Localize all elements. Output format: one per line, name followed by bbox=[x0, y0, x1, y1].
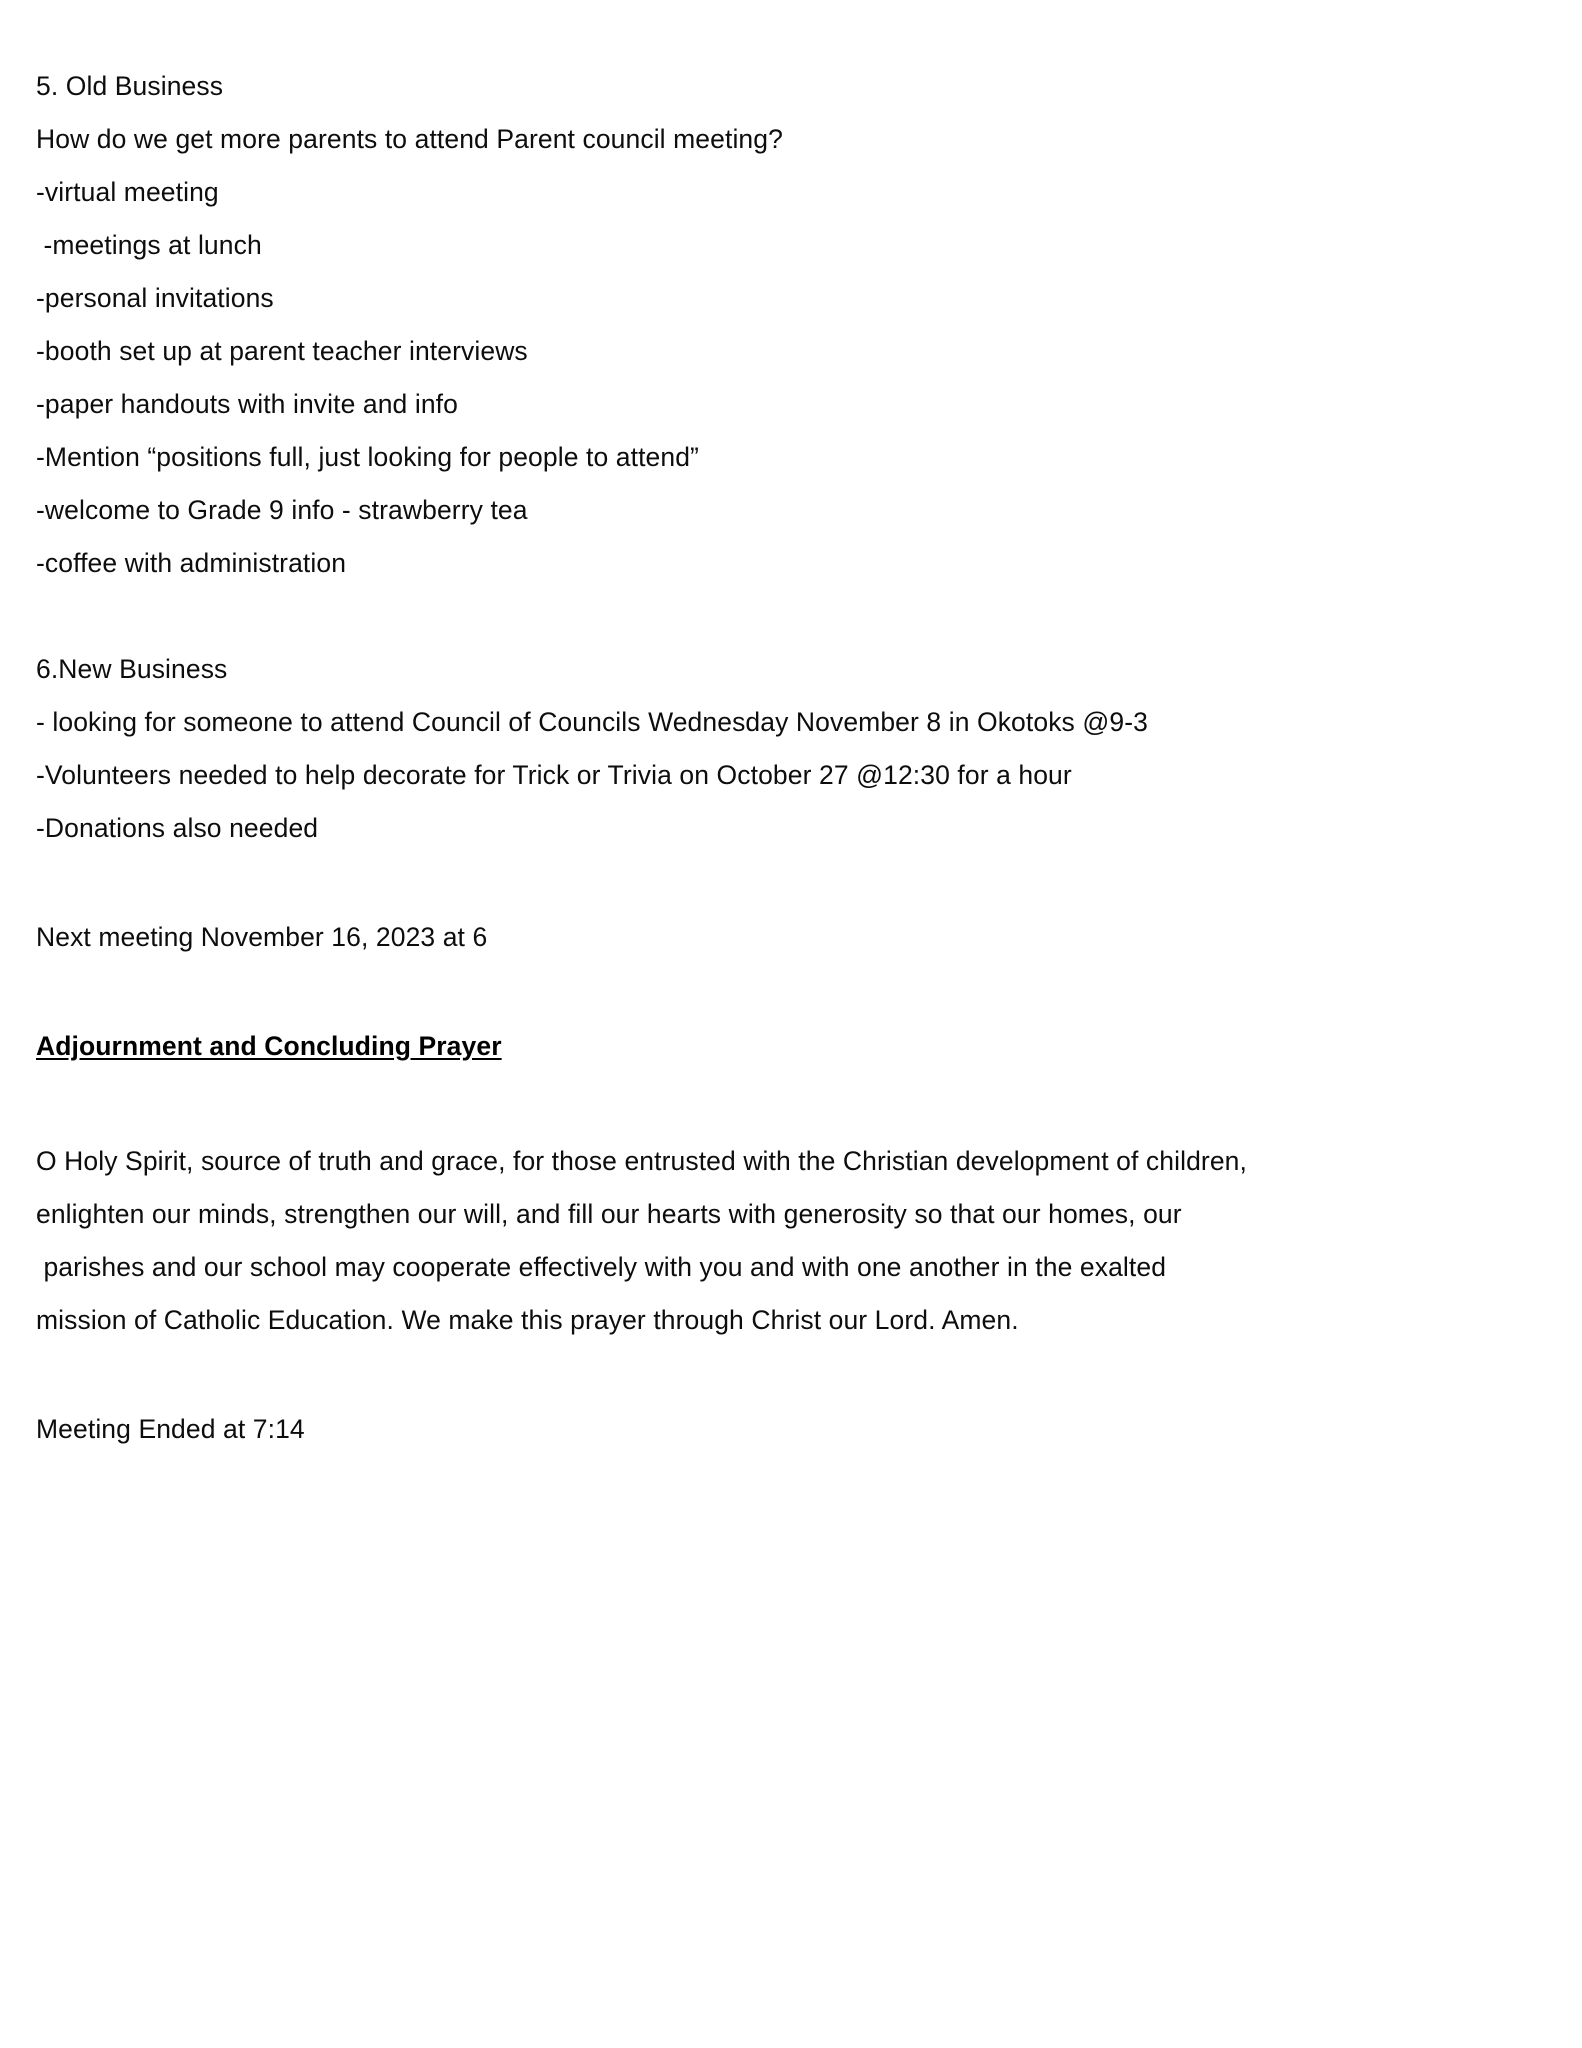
old-business-item-meetings-at-lunch: -meetings at lunch bbox=[36, 230, 262, 260]
old-business-item-coffee-with-administration: -coffee with administration bbox=[36, 548, 347, 578]
spacer-before-meeting-ended bbox=[36, 1347, 1456, 1403]
old-business-section bbox=[36, 60, 1456, 590]
new-business-item-council-of-councils: - looking for someone to attend Council of Councils Wednesday November 8 in Okotoks @9-3 bbox=[36, 707, 1148, 737]
old-business-question: How do we get more parents to attend Parent council meeting? bbox=[36, 124, 783, 154]
old-business-item-grade-9-info: -welcome to Grade 9 info - strawberry tea bbox=[36, 495, 528, 525]
spacer-before-prayer bbox=[36, 1073, 1456, 1135]
prayer-line-1: O Holy Spirit, source of truth and grace, for those entrusted with the Christian development of children, bbox=[36, 1146, 1247, 1176]
meeting-ended-line: Meeting Ended at 7:14 bbox=[36, 1414, 305, 1444]
prayer-line-3: parishes and our school may cooperate effectively with you and with one another in the exalted bbox=[36, 1252, 1167, 1282]
prayer-paragraph bbox=[36, 1135, 1456, 1347]
new-business-item-volunteers-trick-or-trivia: -Volunteers needed to help decorate for Trick or Trivia on October 27 @12:30 for a hour bbox=[36, 760, 1072, 790]
old-business-item-personal-invitations: -personal invitations bbox=[36, 283, 274, 313]
old-business-item-mention-positions: -Mention “positions full, just looking for people to attend” bbox=[36, 442, 699, 472]
meeting-ended-section bbox=[36, 1403, 1456, 1456]
adjournment-heading: Adjournment and Concluding Prayer bbox=[36, 1031, 502, 1061]
old-business-item-paper-handouts: -paper handouts with invite and info bbox=[36, 389, 458, 419]
old-business-item-virtual-meeting: -virtual meeting bbox=[36, 177, 219, 207]
old-business-heading: 5. Old Business bbox=[36, 71, 224, 101]
prayer-line-4: mission of Catholic Education. We make this prayer through Christ our Lord. Amen. bbox=[36, 1305, 1019, 1335]
new-business-item-donations: -Donations also needed bbox=[36, 813, 319, 843]
new-business-section bbox=[36, 643, 1456, 855]
old-business-item-booth-setup: -booth set up at parent teacher interviews bbox=[36, 336, 528, 366]
document-body bbox=[36, 60, 1456, 1456]
spacer-before-adjournment bbox=[36, 964, 1456, 1020]
next-meeting-line: Next meeting November 16, 2023 at 6 bbox=[36, 922, 488, 952]
spacer-before-next-meeting bbox=[36, 855, 1456, 911]
next-meeting-section bbox=[36, 911, 1456, 964]
new-business-heading: 6.New Business bbox=[36, 654, 228, 684]
prayer-line-2: enlighten our minds, strengthen our will, and fill our hearts with generosity so that our homes, our bbox=[36, 1199, 1182, 1229]
adjournment-section bbox=[36, 1020, 1456, 1073]
spacer-after-old-business bbox=[36, 590, 1456, 643]
